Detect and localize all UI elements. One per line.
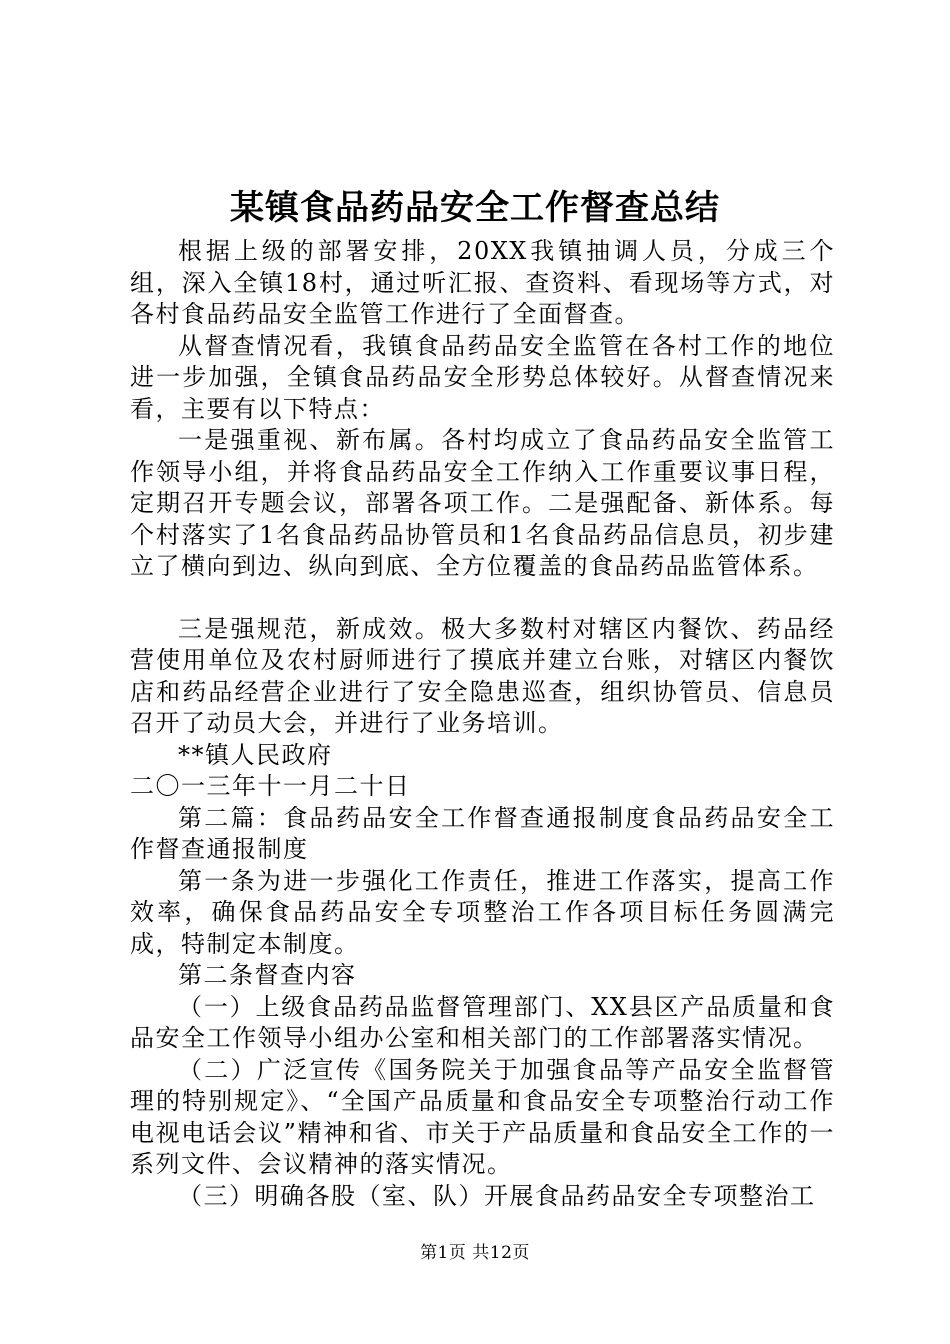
page-number-footer: 第1页 共12页	[420, 1243, 530, 1263]
paragraph-overview: 从督查情况看，我镇食品药品安全监管在各村工作的地位进一步加强，全镇食品药品安全形势总体较好。从督查情况来看，主要有以下特点：	[130, 331, 835, 423]
article-two-heading: 第二条督查内容	[178, 961, 357, 989]
article-two-item-three: （三）明确各股（室、队）开展食品药品安全专项整治工	[178, 1181, 816, 1210]
article-two-item-one: （一）上级食品药品监督管理部门、XX县区产品质量和食品安全工作领导小组办公室和相关部门的工作部署落实情况。	[130, 992, 835, 1052]
signature-organization: **镇人民政府	[178, 740, 333, 769]
document-body	[130, 236, 835, 1212]
paragraph-feature-one-two: 一是强重视、新布属。各村均成立了食品药品安全监管工作领导小组，并将食品药品安全工作纳入工作重要议事日程，定期召开专题会议，部署各项工作。二是强配备、新体系。每个村落实了1名食品药品协管员和1名食品药品信息员，初步建立了横向到边、纵向到底、全方位覆盖的食品药品监管体系。	[130, 426, 835, 580]
article-one: 第一条为进一步强化工作责任，推进工作落实，提高工作效率，确保食品药品安全专项整治工作各项目标任务圆满完成，特制定本制度。	[130, 866, 835, 958]
paragraph-feature-three: 三是强规范，新成效。极大多数村对辖区内餐饮、药品经营使用单位及农村厨师进行了摸底并建立台账，对辖区内餐饮店和药品经营企业进行了安全隐患巡查，组织协管员、信息员召开了动员大会，并进行了业务培训。	[130, 614, 835, 737]
paragraph-intro: 根据上级的部署安排，20XX我镇抽调人员，分成三个组，深入全镇18村，通过听汇报、查资料、看现场等方式，对各村食品药品安全监管工作进行了全面督查。	[130, 237, 835, 328]
document-title: 某镇食品药品安全工作督查总结	[230, 188, 720, 228]
signature-date: 二〇一三年十一月二十日	[130, 772, 411, 800]
article-two-item-two: （二）广泛宣传《国务院关于加强食品等产品安全监督管理的特别规定》、“全国产品质量和食品安全专项整治行动工作电视电话会议”精神和省、市关于产品质量和食品安全工作的一系列文件、会议精神的落实情况。	[130, 1055, 835, 1178]
section-heading-part-two: 第二篇：食品药品安全工作督查通报制度食品药品安全工作督查通报制度	[130, 803, 835, 863]
